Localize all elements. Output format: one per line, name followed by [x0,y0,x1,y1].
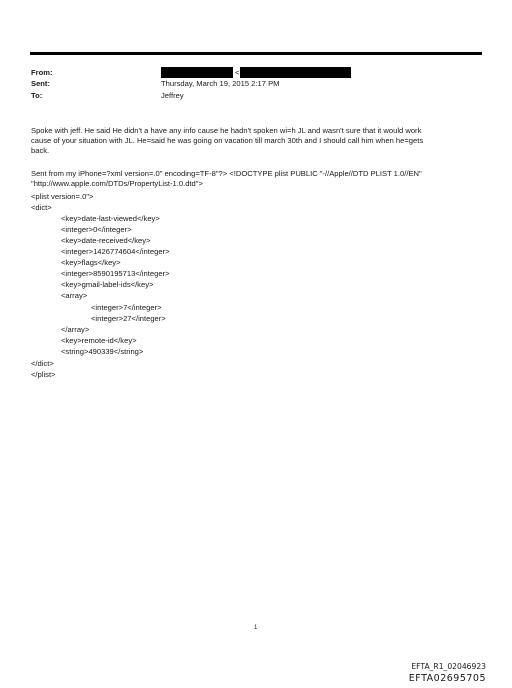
from-label: From: [31,68,53,77]
header-rule [30,52,482,55]
plist-line: <integer>7</integer> [91,303,162,312]
plist-line: <key>remote-id</key> [61,336,137,345]
to-label: To: [31,91,43,100]
sent-from-line: Sent from my iPhone=?xml version=.0" encoding=TF-8"?> <!DOCTYPE plist PUBLIC "-//Apple//DTD PLIST 1.0//EN" [31,169,422,178]
plist-line: <key>flags</key> [61,258,121,267]
plist-line: <dict> [31,203,52,212]
plist-line: <array> [61,291,88,300]
bates-number-secondary: EFTA02695705 [408,673,486,684]
sent-label: Sent: [31,79,50,88]
plist-line: <key>date-last-viewed</key> [61,214,160,223]
sent-value: Thursday, March 19, 2015 2:17 PM [161,79,280,88]
plist-line: <string>490339</string> [61,347,144,356]
plist-line: <key>date-received</key> [61,236,151,245]
message-line: cause of your situation with JL. He=said he was going on vacation till march 30th and I should call him when he=gets [31,136,424,145]
bates-number-primary: EFTA_R1_02046923 [411,662,486,671]
redaction-box [240,67,351,78]
plist-line: <integer>27</integer> [91,314,166,323]
page-number: 1 [254,625,258,631]
message-line: back. [31,146,50,155]
message-line: Spoke with jeff. He said He didn't a have any info cause he hadn't spoken wi=h JL and wasn't sure that it would work [31,126,422,135]
plist-line: <key>gmail-label-ids</key> [61,280,154,289]
plist-line: </plist> [31,370,56,379]
plist-line: </dict> [31,359,54,368]
to-value: Jeffrey [161,91,184,100]
plist-line: <plist version=.0"> [31,192,94,201]
plist-line: <integer>1426774604</integer> [61,247,170,256]
from-bracket: < [235,68,240,77]
sent-from-line: "http://www.apple.com/DTDs/PropertyList-1.0.dtd"> [31,179,203,188]
redaction-box [161,67,233,78]
plist-line: <integer>0</integer> [61,225,132,234]
plist-line: <integer>8590195713</integer> [61,269,170,278]
plist-line: </array> [61,325,90,334]
